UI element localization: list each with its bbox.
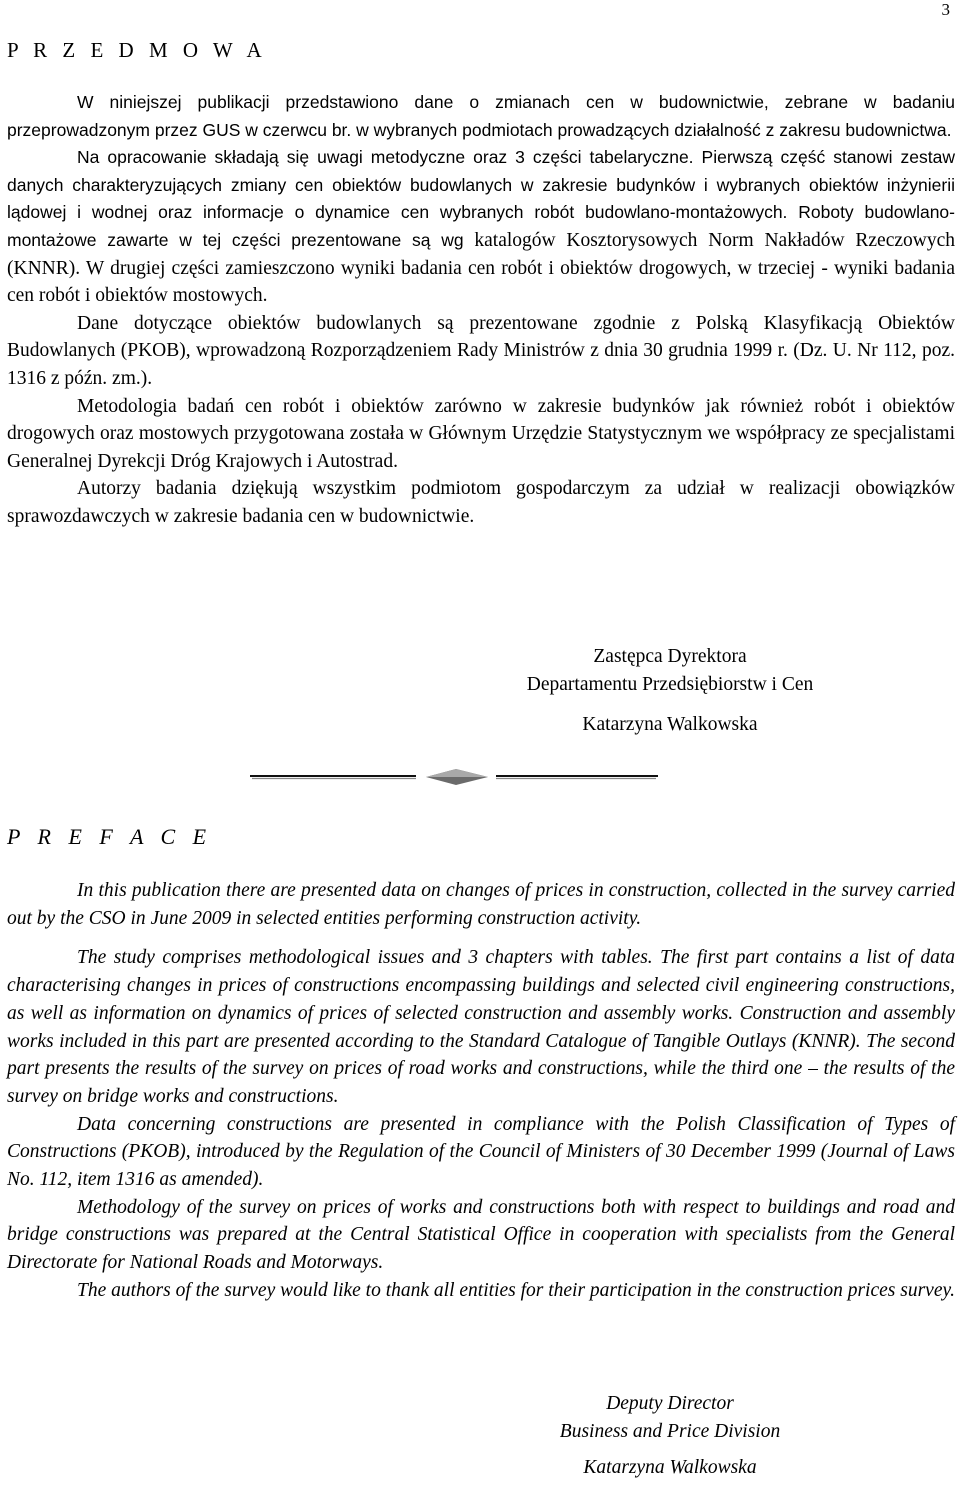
polish-signature-name: Katarzyna Walkowska [582, 714, 758, 735]
polish-body [7, 89, 955, 531]
polish-paragraph-1: W niniejszej publikacji przedstawiono dane o zmianach cen w budownictwie, zebrane w badaniu przeprowadzonym przez GUS w czerwcu br. w wybranych podmiotach prowadzących działalność z zakresu budownictwa. [7, 92, 955, 140]
english-signature-title-2: Business and Price Division [559, 1421, 781, 1442]
page-number: 3 [941, 0, 950, 19]
polish-signature [440, 643, 900, 739]
english-paragraph-5: The authors of the survey would like to thank all entities for their participation in the construction prices survey. [77, 1279, 955, 1301]
polish-paragraph-2-serif: katalogów Kosztorysowych Norm Nakładów Rzeczowych (KNNR). W drugiej części zamieszczono wyniki badania cen robót i obiektów drogowych, w trzeciej - wyniki badania cen robót i obiektów mostowych. [7, 229, 955, 307]
english-paragraph-4: Methodology of the survey on prices of works and constructions both with respect to buildings and road and bridge constructions was prepared at the Central Statistical Office in cooperation with specialists from the General Directorate for National Roads and Motorways. [7, 1196, 955, 1274]
polish-signature-title-2: Departamentu Przedsiębiorstw i Cen [526, 674, 814, 695]
english-paragraph-2: The study comprises methodological issues and 3 chapters with tables. The first part contains a list of data characterising changes in prices of constructions encompassing buildings and selected civil engineering constructions, as well as information on dynamics of prices of selected construction and assembly works. Construction and assembly works included in this part are presented according to the Standard Catalogue of Tangible Outlays (KNNR). The second part presents the results of the survey on prices of road works and constructions, while the third one – the results of the survey on bridge works and constructions. [7, 947, 955, 1107]
section-divider-ornament [248, 764, 660, 788]
english-signature [440, 1390, 900, 1482]
polish-paragraph-3: Dane dotyczące obiektów budowlanych są prezentowane zgodnie z Polską Klasyfikacją Obiektów Budowlanych (PKOB), wprowadzoną Rozporządzeniem Rady Ministrów z dnia 30 grudnia 1999 r. (Dz. U. Nr 112, poz. 1316 z późn. zm.). [7, 312, 955, 389]
polish-paragraph-5: Autorzy badania dziękują wszystkim podmiotom gospodarczym za udział w realizacji obowiązków sprawozdawczych w zakresie badania cen w budownictwie. [7, 478, 955, 527]
polish-paragraph-4: Metodologia badań cen robót i obiektów zarówno w zakresie budynków jak również robót i obiektów drogowych oraz mostowych przygotowana została w Głównym Urzędzie Statystycznym we współpracy ze specjalistami Generalnej Dyrekcji Dróg Krajowych i Autostrad. [7, 395, 955, 472]
english-signature-title-1: Deputy Director [606, 1393, 734, 1414]
english-paragraph-3: Data concerning constructions are presented in compliance with the Polish Classification of Types of Constructions (PKOB), introduced by the Regulation of the Council of Ministers of 30 December 1999 (Journal of Laws No. 112, item 1316 as amended). [7, 1113, 955, 1191]
english-heading: P R E F A C E [7, 824, 213, 849]
polish-heading: P R Z E D M O W A [7, 38, 267, 62]
polish-paragraph-2 [7, 144, 955, 310]
english-body [7, 877, 955, 1305]
english-paragraph-1: In this publication there are presented data on changes of prices in construction, collected in the survey carried out by the CSO in June 2009 in selected entities performing construction activity. [7, 880, 955, 929]
english-signature-name: Katarzyna Walkowska [583, 1457, 757, 1478]
polish-paragraph-2-sans: Na opracowanie składają się uwagi metodyczne oraz 3 części tabelaryczne. Pierwszą część stanowi zestaw danych charakteryzujących zmiany cen obiektów budowlanych w zakresie budynków i wybranych obiektów inżynierii lądowej i wodnej oraz informacje o dynamice cen wybranych robót budowlano-montażowych. Roboty budowlano-montażowe zawarte w tej części prezentowane są wg [7, 147, 955, 250]
polish-signature-title-1: Zastępca Dyrektora [593, 646, 747, 667]
